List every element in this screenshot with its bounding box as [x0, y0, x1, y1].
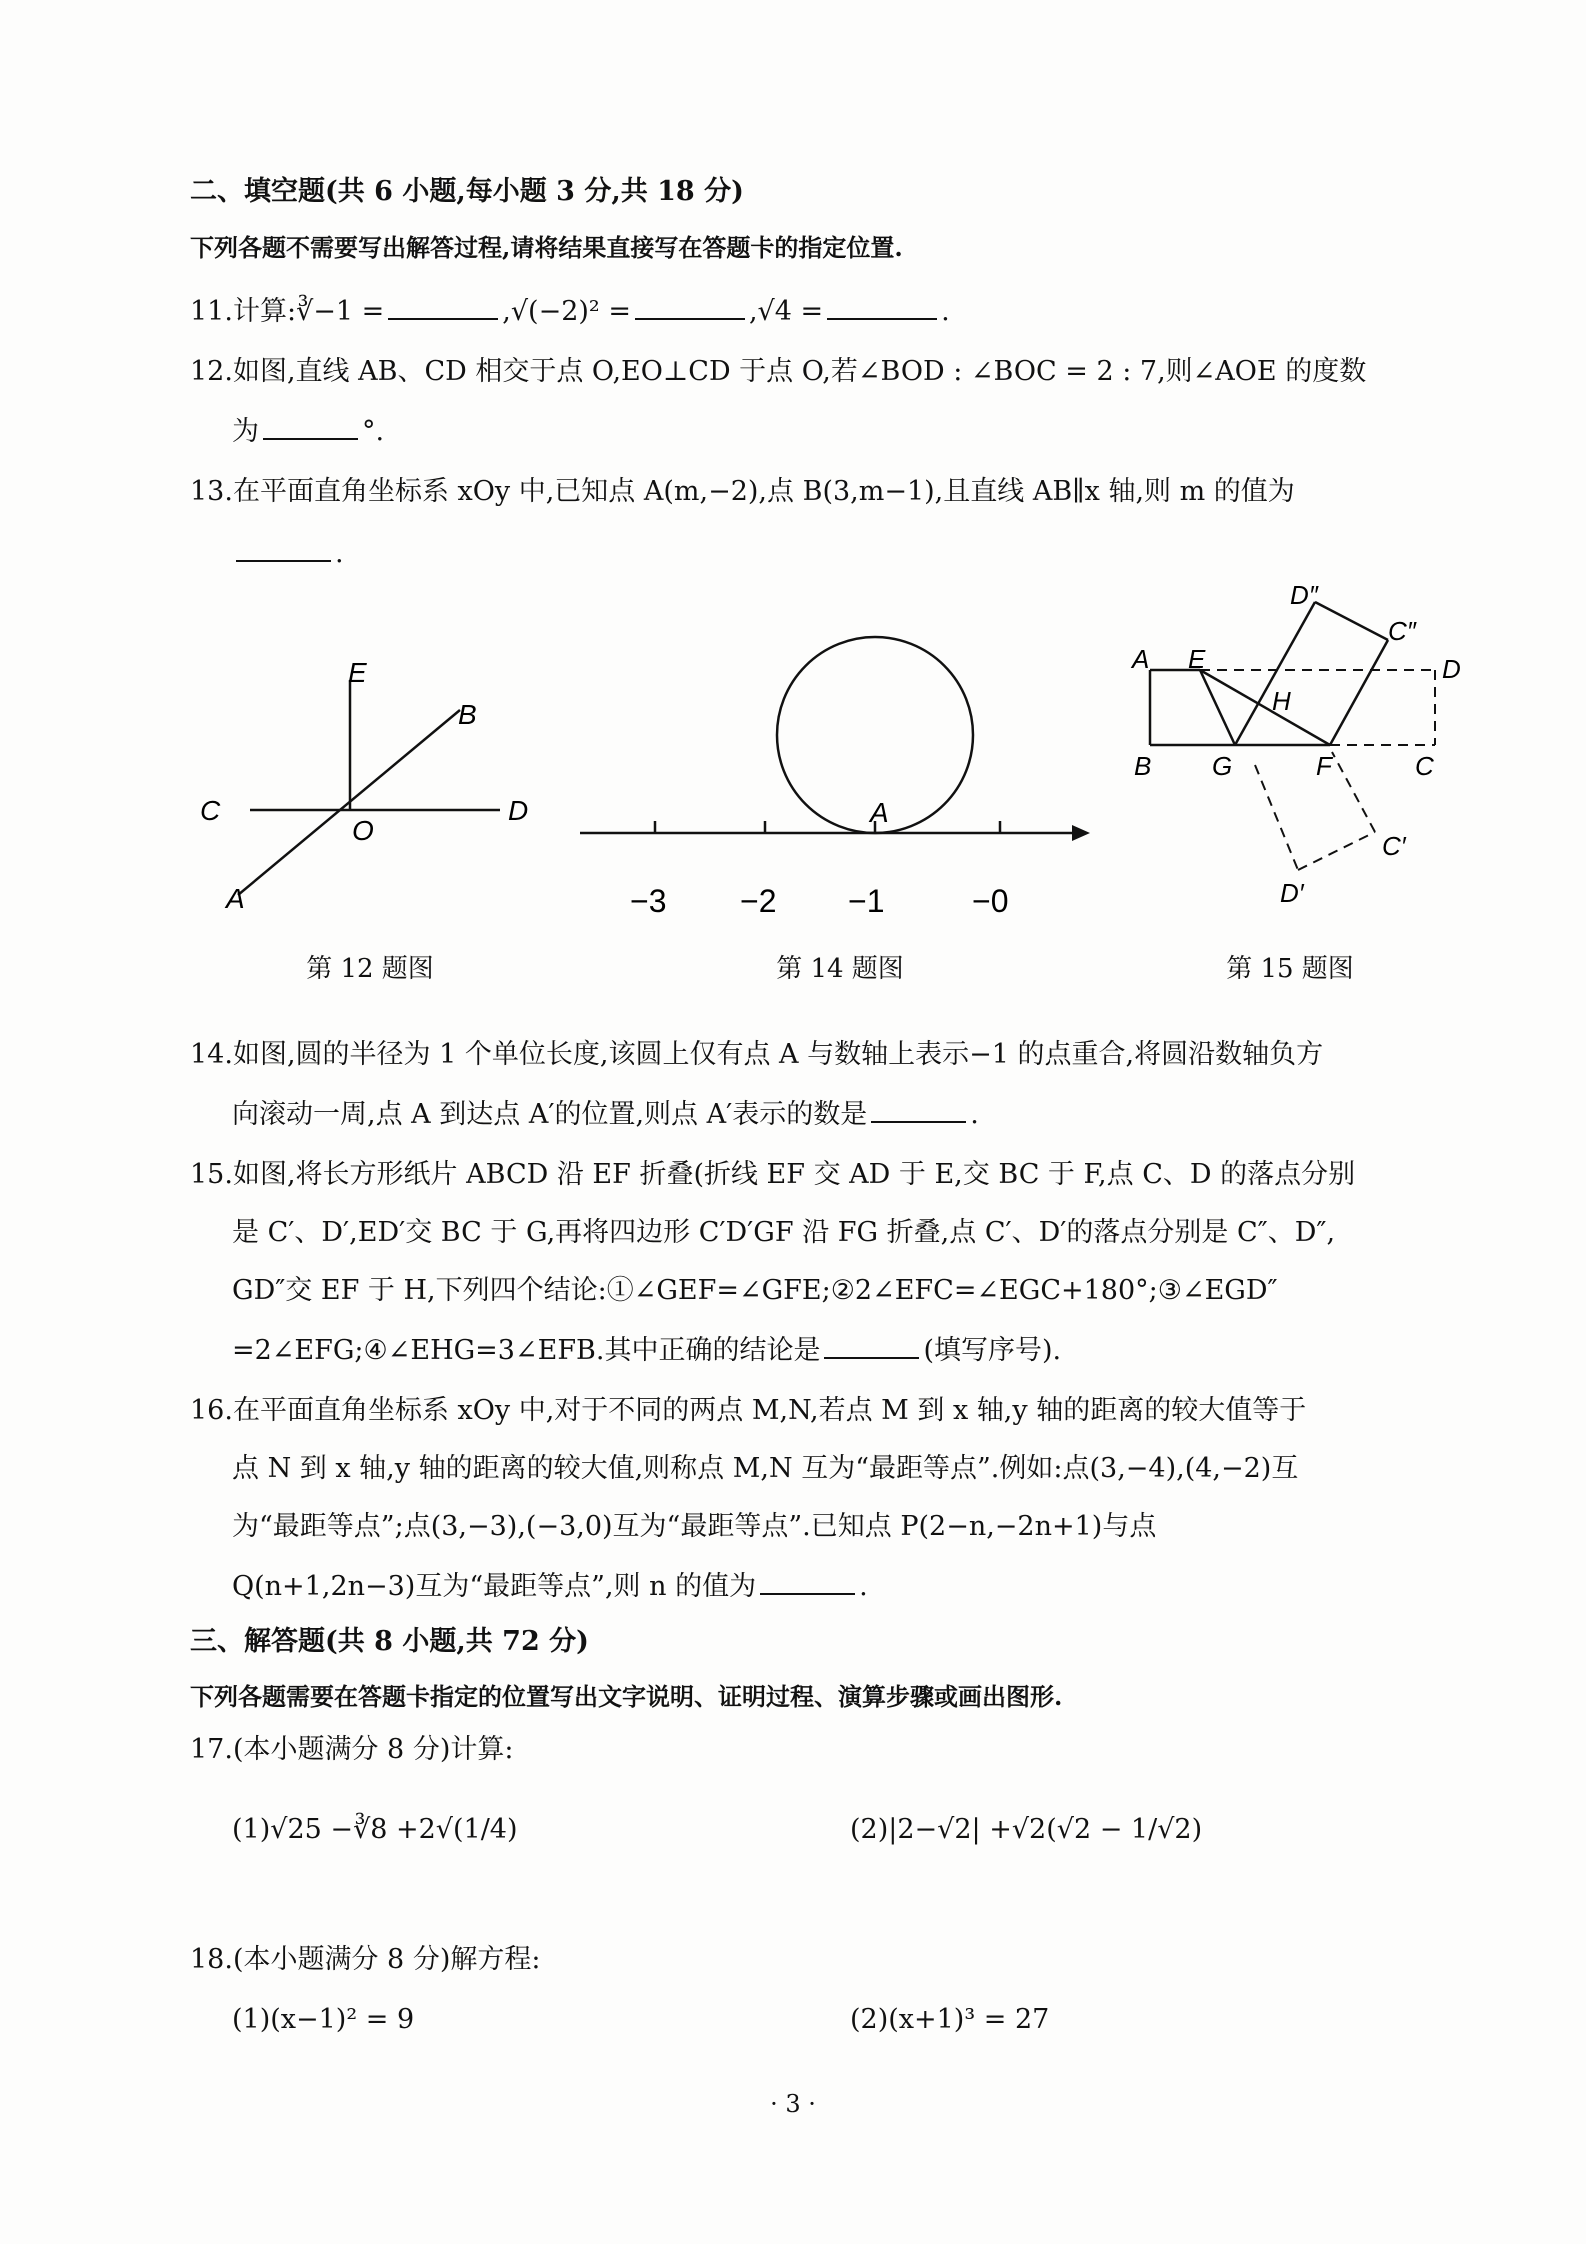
q12-end: °. — [362, 416, 385, 447]
answer-blank — [236, 532, 331, 562]
question-14-line1: 14.如图,圆的半径为 1 个单位长度,该圆上仅有点 A 与数轴上表示−1 的点重合,将圆沿数轴负方 — [190, 1039, 1324, 1070]
q11-end: . — [941, 296, 950, 327]
tick-label: −3 — [630, 883, 667, 919]
question-13-line2 — [232, 532, 1506, 574]
q14-text: 向滚动一周,点 A 到达点 A′的位置,则点 A′表示的数是 — [232, 1099, 868, 1130]
answer-blank — [760, 1565, 855, 1595]
fig12-label-c: C — [200, 795, 221, 826]
question-15-line4 — [232, 1329, 1506, 1371]
fig15-label-c2: C″ — [1388, 616, 1416, 646]
fig15-label-h: H — [1272, 686, 1291, 716]
answer-blank — [824, 1329, 919, 1359]
question-16-line1: 16.在平面直角坐标系 xOy 中,对于不同的两点 M,N,若点 M 到 x 轴,y 轴的距离的较大值等于 — [190, 1395, 1307, 1426]
fig15-label-d: D — [1442, 654, 1461, 684]
q15-end: (填写序号). — [923, 1335, 1062, 1366]
question-13-line1: 13.在平面直角坐标系 xOy 中,已知点 A(m,−2),点 B(3,m−1),且直线 AB∥x 轴,则 m 的值为 — [190, 476, 1295, 507]
question-12-line1: 12.如图,直线 AB、CD 相交于点 O,EO⊥CD 于点 O,若∠BOD : ∠BOC = 2 : 7,则∠AOE 的度数 — [190, 356, 1367, 387]
fig12-label-d: D — [508, 795, 529, 826]
fig15-label-c: C — [1415, 751, 1434, 781]
fig15-label-c1: C′ — [1382, 831, 1406, 861]
q16-text: Q(n+1,2n−3)互为“最距等点”,则 n 的值为 — [232, 1571, 757, 1602]
fig15-label-e: E — [1188, 644, 1206, 674]
question-12-line2 — [232, 410, 1506, 452]
question-15-line2: 是 C′、D′,ED′交 BC 于 G,再将四边形 C′D′GF 沿 FG 折叠,点 C′、D′的落点分别是 C″、D″, — [232, 1217, 1336, 1248]
fig12-label-o: O — [352, 815, 374, 846]
fig15-label-d2: D″ — [1290, 580, 1318, 610]
q11-expr2: ,√(−2)² = — [502, 296, 631, 327]
answer-blank — [871, 1093, 966, 1123]
question-18-title: 18.(本小题满分 8 分)解方程: — [190, 1944, 541, 1975]
q15-text: =2∠EFG;④∠EHG=3∠EFB.其中正确的结论是 — [232, 1335, 821, 1366]
fig15-caption: 第 15 题图 — [1226, 954, 1354, 984]
section-title: 三、解答题(共 8 小题,共 72 分) — [190, 1626, 589, 1657]
q18-part1: (1)(x−1)² = 9 — [232, 2004, 415, 2035]
question-11 — [190, 290, 1506, 332]
fig15-label-g: G — [1212, 751, 1233, 781]
q11-prefix: 11.计算: — [190, 296, 297, 327]
q14-end: . — [970, 1099, 979, 1130]
fig12-label-e: E — [348, 657, 367, 688]
figure-12 — [190, 640, 550, 940]
answer-blank — [263, 410, 358, 440]
section-instruction: 下列各题不需要写出解答过程,请将结果直接写在答题卡的指定位置. — [190, 233, 903, 262]
fig14-caption: 第 14 题图 — [776, 954, 904, 984]
fig12-label-b: B — [458, 699, 477, 730]
q13-end: . — [335, 538, 344, 569]
answer-blank — [827, 290, 937, 320]
section-instruction: 下列各题需要在答题卡指定的位置写出文字说明、证明过程、演算步骤或画出图形. — [190, 1682, 1063, 1711]
question-16-line4 — [232, 1565, 1506, 1607]
question-15-line3: GD″交 EF 于 H,下列四个结论:①∠GEF=∠GFE;②2∠EFC=∠EGC+180°;③∠EGD″ — [232, 1275, 1278, 1306]
tick-label: −0 — [972, 883, 1009, 919]
fig15-label-d1: D′ — [1280, 878, 1304, 908]
question-17-title: 17.(本小题满分 8 分)计算: — [190, 1734, 514, 1765]
question-16-line3: 为“最距等点”;点(3,−3),(−3,0)互为“最距等点”.已知点 P(2−n,−2n+1)与点 — [232, 1511, 1157, 1542]
figure-15 — [1120, 580, 1500, 940]
q18-part2: (2)(x+1)³ = 27 — [850, 2004, 1050, 2035]
answer-blank — [635, 290, 745, 320]
q17-part1: (1)√25 −∛8 +2√(1/4) — [232, 1814, 518, 1845]
answer-blank — [388, 290, 498, 320]
q17-part2: (2)|2−√2| +√2(√2 − 1/√2) — [850, 1814, 1203, 1845]
tick-label: −2 — [740, 883, 777, 919]
fig14-point-a: A — [870, 797, 889, 828]
q11-expr3: ,√4 = — [748, 296, 824, 327]
figure-14 — [580, 640, 1100, 940]
question-16-line2: 点 N 到 x 轴,y 轴的距离的较大值,则称点 M,N 互为“最距等点”.例如:点(3,−4),(4,−2)互 — [232, 1453, 1299, 1484]
fig15-label-f: F — [1316, 751, 1332, 781]
q12-text: 为 — [232, 416, 259, 447]
question-14-line2 — [232, 1093, 1506, 1135]
question-15-line1: 15.如图,将长方形纸片 ABCD 沿 EF 折叠(折线 EF 交 AD 于 E,交 BC 于 F,点 C、D 的落点分别 — [190, 1159, 1356, 1190]
fig15-label-b: B — [1134, 751, 1152, 781]
tick-label: −1 — [848, 883, 885, 919]
fig15-label-a: A — [1132, 644, 1150, 674]
q16-end: . — [859, 1571, 868, 1602]
page-number: · 3 · — [770, 2090, 816, 2118]
arrow-icon — [1072, 825, 1090, 841]
fig12-caption: 第 12 题图 — [306, 954, 434, 984]
fig12-label-a: A — [226, 883, 245, 914]
section-title: 二、填空题(共 6 小题,每小题 3 分,共 18 分) — [190, 176, 744, 207]
q11-expr1: ∛−1 = — [296, 296, 385, 327]
